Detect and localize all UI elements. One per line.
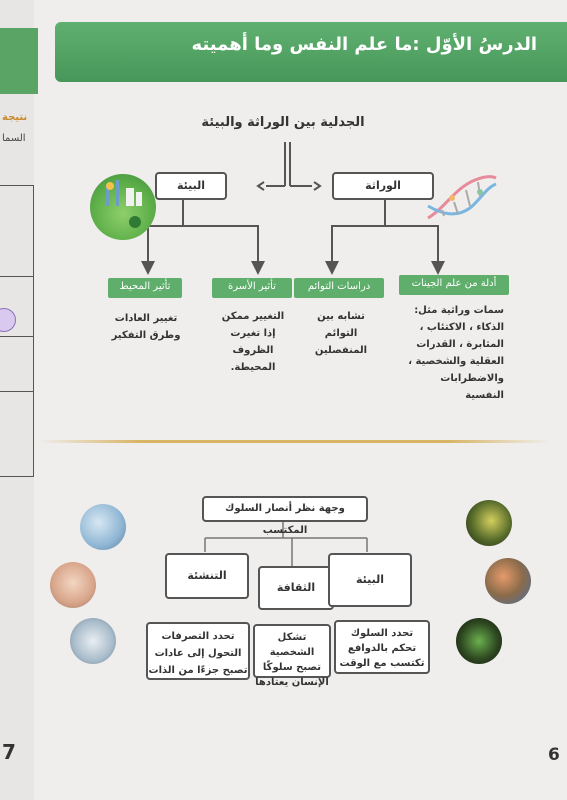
desc-line: وطرق التفكير bbox=[111, 330, 181, 341]
previous-page-snippet: السما bbox=[2, 133, 26, 144]
eco-globe-icon bbox=[90, 174, 156, 240]
seedling-photo-icon bbox=[466, 500, 512, 546]
desc-line: تشكل الشخصية bbox=[269, 632, 315, 658]
section-heading: الجدلية بين الوراثة والبيئة bbox=[201, 115, 365, 130]
desc-line: العقلية والشخصية ، bbox=[408, 356, 504, 367]
plant-in-hands-photo-icon bbox=[456, 618, 502, 664]
desc-line: المثابرة ، القدرات bbox=[416, 339, 504, 350]
desc-line: تكتسب مع الوقت bbox=[339, 658, 425, 669]
desc-line: التحول إلى عادات bbox=[154, 648, 242, 659]
desc-line: تحدد التصرفات bbox=[161, 631, 235, 642]
environment-box: البيئة bbox=[155, 172, 227, 200]
child-learning-photo-icon bbox=[80, 504, 126, 550]
tag-genes: أدلة من علم الجينات bbox=[399, 275, 509, 295]
desc-line: تصبح جزءًا من الذات bbox=[148, 665, 248, 676]
environment-box-2: البيئة bbox=[328, 553, 412, 607]
heredity-box: الوراثة bbox=[332, 172, 434, 200]
family-hug-photo-icon bbox=[50, 562, 96, 608]
desc-twins bbox=[300, 308, 382, 359]
desc-line: سمات وراثية مثل: bbox=[414, 305, 504, 316]
culture-box: الثقافة bbox=[258, 566, 334, 610]
desc-line: الإنسان يعتادها bbox=[255, 677, 329, 688]
desc-environment bbox=[334, 620, 430, 674]
section-divider bbox=[38, 440, 550, 443]
desc-genes bbox=[398, 302, 504, 404]
desc-upbringing bbox=[146, 622, 250, 680]
desc-line: تشابه بين bbox=[317, 311, 365, 322]
desc-line: التوائم bbox=[324, 328, 358, 339]
desc-line: الظروف bbox=[232, 345, 274, 356]
desc-line: المحيطة. bbox=[230, 362, 276, 373]
page-number: 6 bbox=[548, 745, 560, 765]
tag-surroundings: تأثير المحيط bbox=[108, 278, 182, 298]
desc-line: إذا تغيرت bbox=[230, 328, 276, 339]
tag-family: تأثير الأسرة bbox=[212, 278, 292, 298]
acquired-behavior-heading: وجهة نظر أنصار السلوك المكتسب bbox=[202, 496, 368, 522]
desc-line: التغيير ممكن bbox=[221, 311, 285, 322]
desc-family bbox=[208, 308, 298, 376]
desc-line: تصبح سلوكًا bbox=[262, 662, 322, 673]
desc-line: النفسية bbox=[465, 390, 504, 401]
dna-icon bbox=[420, 168, 500, 228]
lesson-title: الدرسُ الأوّل :ما علم النفس وما أهميته bbox=[191, 34, 537, 55]
tag-twins: دراسات التوائم bbox=[294, 278, 384, 298]
previous-page-number: 7 bbox=[2, 740, 16, 764]
upbringing-box: التنشئة bbox=[165, 553, 249, 599]
desc-line: والاضطرابات bbox=[440, 373, 504, 384]
desc-line: تحكم بالدوافع bbox=[347, 643, 417, 654]
diverse-hands-photo-icon bbox=[485, 558, 531, 604]
desc-line: تحدد السلوك bbox=[350, 628, 414, 639]
desc-line: المنفصلين bbox=[314, 345, 368, 356]
desc-culture bbox=[253, 624, 331, 688]
previous-page-snippet: نتيجة bbox=[2, 112, 28, 123]
desc-surroundings bbox=[100, 310, 192, 344]
hands-reading-photo-icon bbox=[70, 618, 116, 664]
desc-line: الذكاء ، الاكتئاب ، bbox=[419, 322, 504, 333]
desc-line: تغيير العادات bbox=[114, 313, 178, 324]
